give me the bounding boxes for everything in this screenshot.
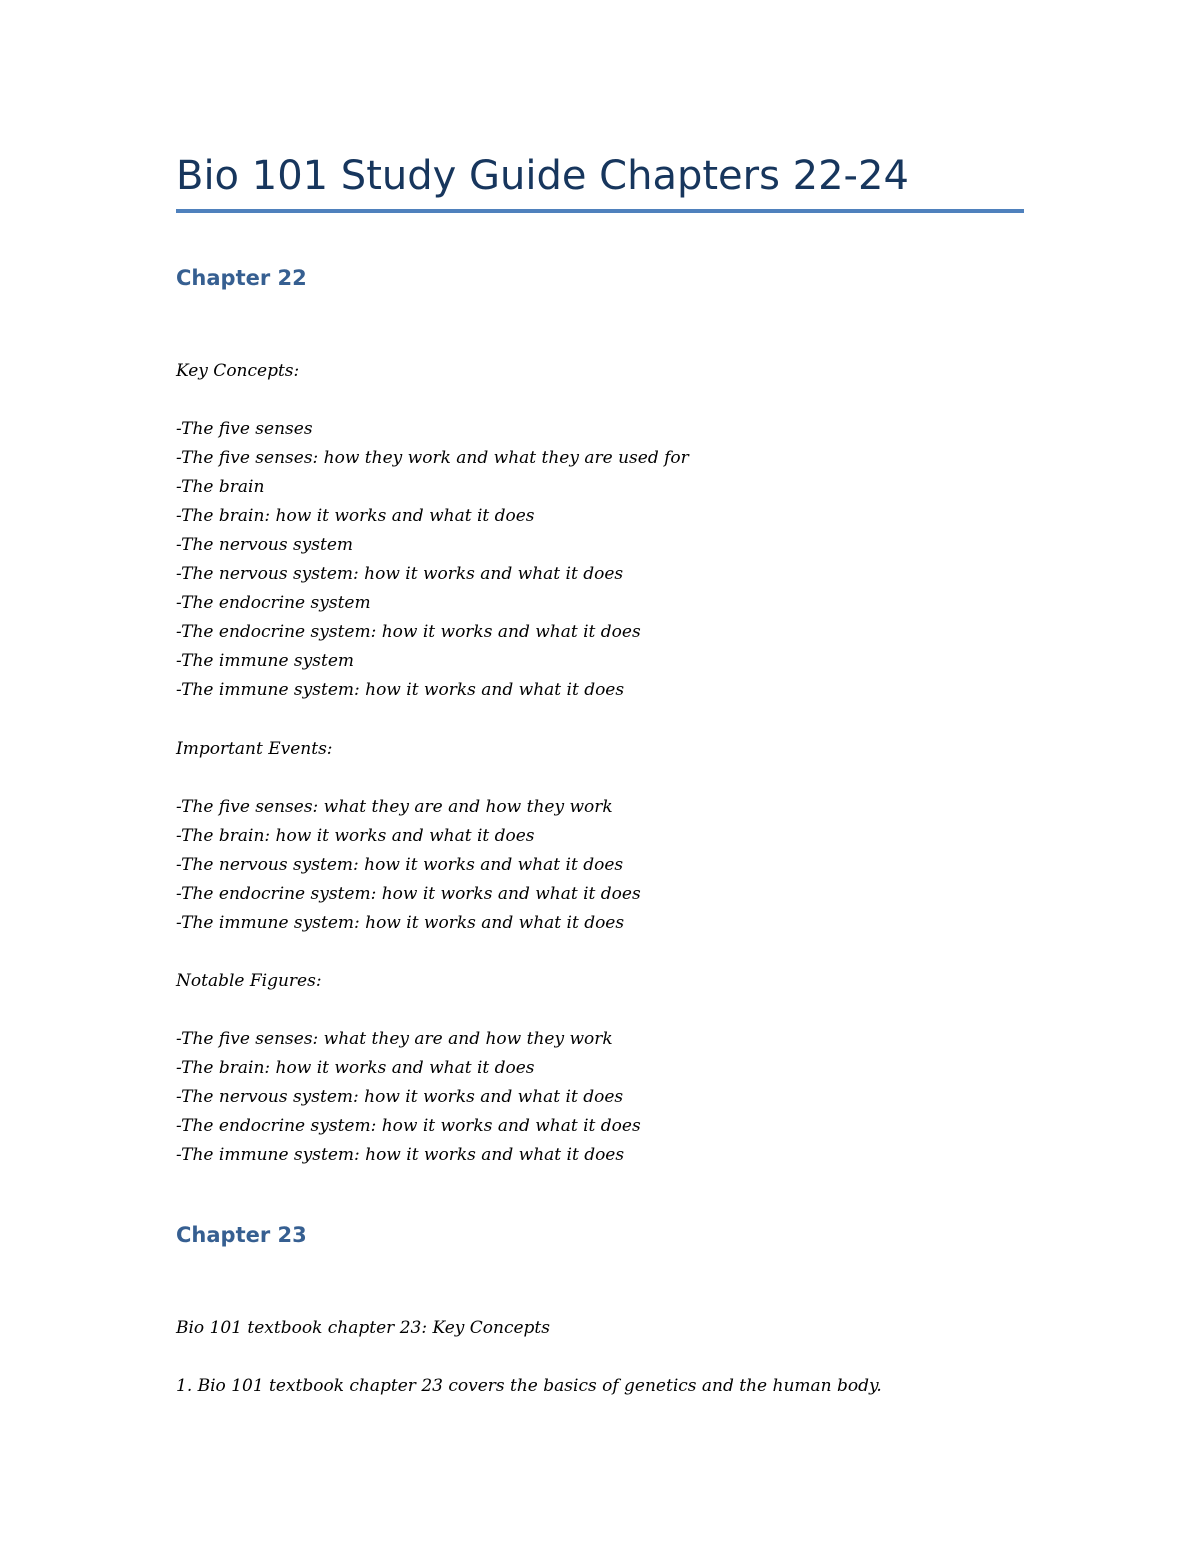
key-concept-item: -The immune system — [176, 651, 354, 671]
important-event-item: -The five senses: what they are and how they work — [176, 797, 613, 817]
chapter-23-heading: Chapter 23 — [176, 1223, 307, 1247]
notable-figure-item: -The brain: how it works and what it does — [176, 1058, 535, 1078]
key-concept-item: -The brain: how it works and what it does — [176, 506, 535, 526]
important-events-label: Important Events: — [176, 739, 333, 759]
key-concept-item: -The nervous system: how it works and what it does — [176, 564, 624, 584]
key-concepts-label: Key Concepts: — [176, 361, 300, 381]
document-title: Bio 101 Study Guide Chapters 22-24 — [176, 153, 909, 199]
important-event-item: -The immune system: how it works and what it does — [176, 913, 625, 933]
notable-figure-item: -The five senses: what they are and how they work — [176, 1029, 613, 1049]
key-concept-item: -The nervous system — [176, 535, 354, 555]
important-event-item: -The brain: how it works and what it does — [176, 826, 535, 846]
key-concept-item: -The five senses: how they work and what they are used for — [176, 448, 689, 468]
key-concept-item: -The immune system: how it works and what it does — [176, 680, 625, 700]
key-concept-item: -The brain — [176, 477, 265, 497]
chapter-23-intro: Bio 101 textbook chapter 23: Key Concepts — [176, 1318, 550, 1338]
key-concept-item: -The endocrine system — [176, 593, 371, 613]
notable-figure-item: -The endocrine system: how it works and what it does — [176, 1116, 641, 1136]
notable-figures-label: Notable Figures: — [176, 971, 322, 991]
important-event-item: -The nervous system: how it works and what it does — [176, 855, 624, 875]
notable-figure-item: -The nervous system: how it works and what it does — [176, 1087, 624, 1107]
notable-figure-item: -The immune system: how it works and what it does — [176, 1145, 625, 1165]
key-concept-item: -The endocrine system: how it works and what it does — [176, 622, 641, 642]
chapter-23-point: 1. Bio 101 textbook chapter 23 covers the basics of genetics and the human body. — [176, 1376, 882, 1396]
title-underline — [176, 209, 1024, 213]
chapter-22-heading: Chapter 22 — [176, 266, 307, 290]
important-event-item: -The endocrine system: how it works and what it does — [176, 884, 641, 904]
key-concept-item: -The five senses — [176, 419, 313, 439]
